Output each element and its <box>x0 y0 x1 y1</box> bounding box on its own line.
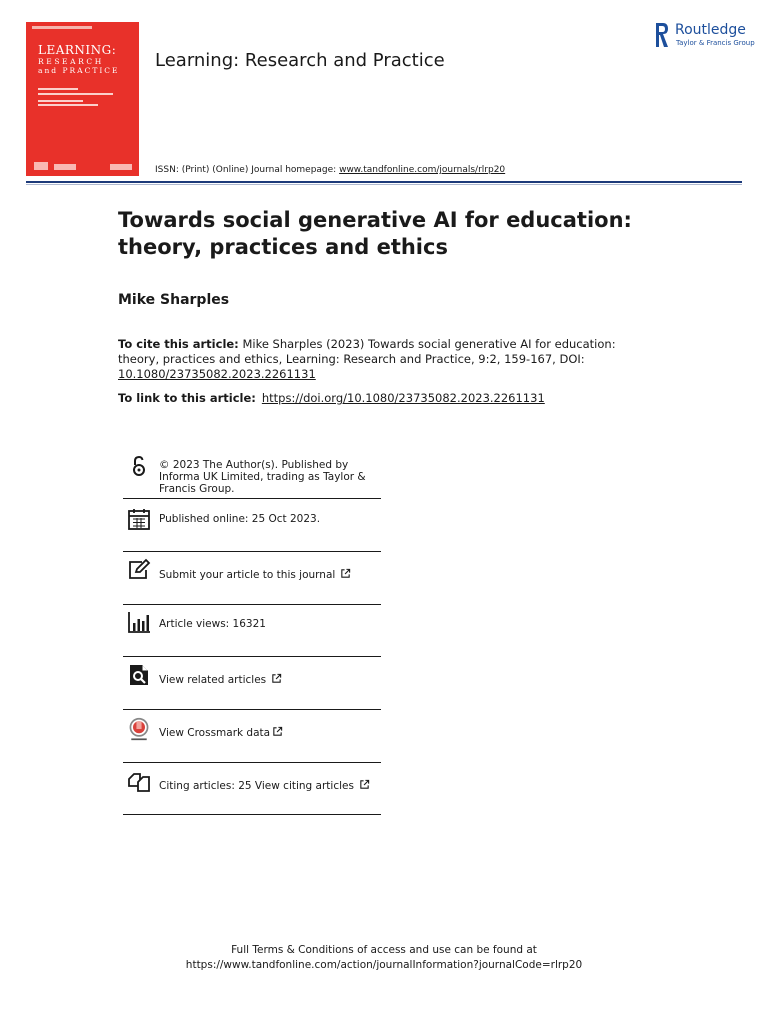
cover-title-line1: LEARNING: <box>38 43 117 57</box>
list-item-views <box>123 605 381 657</box>
cover-title-line3: and PRACTICE <box>38 66 120 75</box>
edit-icon <box>127 558 151 582</box>
journal-homepage-link[interactable]: www.tandfonline.com/journals/rlrp20 <box>339 165 506 175</box>
license-text: © 2023 The Author(s). Published by Informa UK Limited, trading as Taylor & Francis Group. <box>159 459 366 495</box>
journal-cover[interactable] <box>26 22 139 176</box>
related-label: View related articles <box>159 674 267 686</box>
cover-text-line <box>38 88 78 90</box>
article-link-block <box>118 391 545 405</box>
list-divider <box>123 814 381 815</box>
crossmark-label: View Crossmark data <box>159 727 271 739</box>
bar-chart-icon <box>127 610 151 634</box>
external-link-icon <box>359 779 370 790</box>
header-divider-thin <box>26 184 742 185</box>
list-item-published <box>123 499 381 552</box>
list-item-submit[interactable] <box>123 552 381 605</box>
list-item-crossmark[interactable] <box>123 710 381 763</box>
cover-logos <box>34 158 134 170</box>
article-title: Towards social generative AI for education: theory, practices and ethics <box>118 208 632 259</box>
cover-logo-mark <box>34 162 48 170</box>
article-author: Mike Sharples <box>118 292 230 308</box>
citing-label: Citing articles: 25 View citing articles <box>159 780 354 792</box>
list-item-related[interactable] <box>123 657 381 710</box>
cover-text-line <box>38 100 83 102</box>
cover-text-line <box>38 104 98 106</box>
cover-logo-mark <box>110 164 132 170</box>
publisher-logo[interactable] <box>654 20 755 50</box>
calendar-icon <box>127 507 151 531</box>
external-link-icon <box>340 568 351 579</box>
cover-top-strip <box>32 26 92 29</box>
citation-text: Mike Sharples (2023) Towards social generative AI for education: theory, practices and ethics, Learning: Research and Practice, 9:2, 159-167, DOI: <box>118 337 616 366</box>
published-text: Published online: 25 Oct 2023. <box>159 513 321 525</box>
footer-terms <box>0 943 768 973</box>
submit-label: Submit your article to this journal <box>159 569 336 581</box>
crossmark-icon <box>127 717 151 741</box>
views-text: Article views: 16321 <box>159 618 266 630</box>
article-link-label: To link to this article: <box>118 391 256 405</box>
citation-doi-link[interactable]: 10.1080/23735082.2023.2261131 <box>118 367 316 381</box>
cover-title-line2: RESEARCH <box>38 57 104 66</box>
crossmark-link[interactable] <box>159 726 384 739</box>
cover-text-line <box>38 93 113 95</box>
footer-terms-link[interactable]: https://www.tandfonline.com/action/journalInformation?journalCode=rlrp20 <box>185 959 583 971</box>
open-access-icon <box>127 454 151 478</box>
external-link-icon <box>271 673 282 684</box>
cover-logo-mark <box>54 164 76 170</box>
search-document-icon <box>127 663 151 687</box>
journal-title[interactable]: Learning: Research and Practice <box>155 50 445 71</box>
submit-link[interactable] <box>159 568 384 581</box>
citation-block <box>118 337 618 382</box>
routledge-mark-icon <box>654 22 670 48</box>
citation-label: To cite this article: <box>118 337 239 351</box>
publisher-name: Routledge <box>675 22 746 38</box>
citing-articles-icon <box>127 770 151 794</box>
list-item-citing[interactable] <box>123 763 381 815</box>
issn-line <box>155 165 505 175</box>
publisher-group: Taylor & Francis Group <box>676 39 755 47</box>
article-doi-link[interactable]: https://doi.org/10.1080/23735082.2023.2261131 <box>261 391 545 405</box>
external-link-icon <box>272 726 283 737</box>
related-link[interactable] <box>159 673 384 686</box>
footer-line1: Full Terms & Conditions of access and use can be found at <box>231 944 537 956</box>
issn-text: ISSN: (Print) (Online) Journal homepage: <box>155 165 340 175</box>
citing-link[interactable] <box>159 779 384 792</box>
list-item-license <box>123 450 381 499</box>
header-divider <box>26 181 742 183</box>
